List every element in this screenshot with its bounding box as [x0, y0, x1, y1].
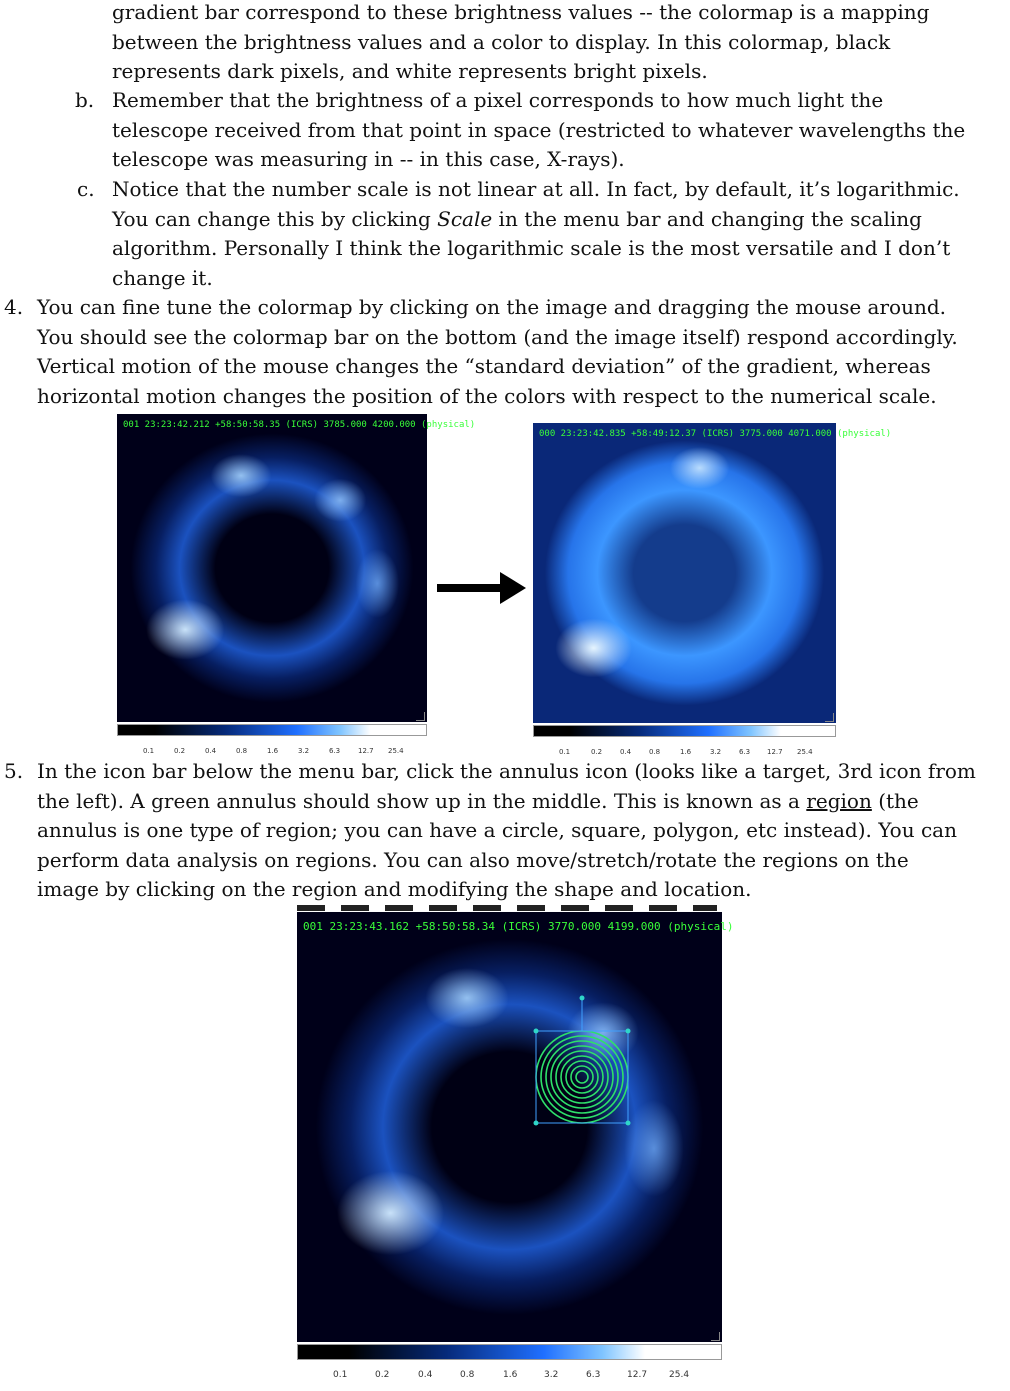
tick-label: 3.2: [298, 747, 310, 755]
text-line: telescope received from that point in space (restricted to whatever wavelengths the: [112, 117, 966, 142]
tick-label: 0.4: [418, 1370, 433, 1380]
supernova-image: [117, 414, 476, 722]
tick-label: 6.3: [586, 1370, 601, 1380]
text-line: annulus is one type of region; you can have a circle, square, polygon, etc instead). You can: [37, 818, 957, 842]
text-line: algorithm. Personally I think the logarithmic scale is the most versatile and I don’t: [112, 236, 951, 260]
supernova-image: [533, 423, 892, 723]
text-line: image by clicking on the region and modifying the shape and location.: [37, 877, 752, 901]
tick-label: 0.8: [649, 748, 661, 756]
text-line: In the icon bar below the menu bar, click the annulus icon (looks like a target, 3rd icon from: [37, 759, 976, 783]
tick-label: 0.8: [236, 747, 248, 755]
tick-label: 25.4: [669, 1370, 690, 1380]
tick-label: 1.6: [680, 748, 692, 756]
right-arrow-icon: [500, 572, 526, 604]
tick-label: 0.2: [375, 1370, 390, 1380]
colormap-bar: [117, 724, 427, 736]
tick-label: 25.4: [388, 747, 404, 755]
resize-grip-icon: [825, 713, 834, 722]
text-line: represents dark pixels, and white represents bright pixels.: [112, 59, 708, 83]
text-run: (the: [871, 788, 919, 813]
tick-label: 25.4: [797, 748, 813, 756]
annulus-region[interactable]: [297, 912, 734, 1342]
text-line: gradient bar correspond to these brightness values -- the colormap is a mapping: [112, 0, 930, 24]
colorbar-ticks: [117, 737, 427, 755]
list-marker-5: 5.: [4, 759, 24, 783]
text-line: change it.: [112, 265, 213, 290]
text-line: between the brightness values and a color to display. In this colormap, black: [112, 29, 891, 54]
tick-label: 0.4: [205, 747, 217, 755]
annulus-region-figure: [297, 912, 734, 1380]
tick-label: 1.6: [267, 747, 279, 755]
text-line: perform data analysis on regions. You can also move/stretch/rotate the regions on the: [37, 847, 909, 872]
tick-label: 3.2: [710, 748, 722, 756]
annulus-rings: [536, 1031, 628, 1123]
list-marker-c: c.: [77, 177, 95, 201]
tick-label: 12.7: [627, 1370, 648, 1380]
colormap-bar: [533, 725, 836, 737]
text-line: Vertical motion of the mouse changes the “standard deviation” of the gradient, whereas: [37, 354, 931, 378]
sub-item-b: [112, 86, 965, 175]
tick-label: 6.3: [329, 747, 341, 755]
scale-menu-reference: Scale: [437, 206, 493, 231]
tick-label: 0.1: [333, 1370, 348, 1380]
colormap-after-figure: [533, 423, 892, 756]
text-line: Remember that the brightness of a pixel corresponds to how much light the: [112, 88, 884, 112]
text-run: in the menu bar and changing the scaling: [492, 206, 922, 231]
text-run: You can change this by clicking: [112, 206, 438, 231]
colorbar-ticks: [533, 738, 836, 756]
text-line: Notice that the number scale is not linear at all. In fact, by default, it’s logarithmic.: [112, 177, 960, 201]
tick-label: 3.2: [544, 1370, 559, 1380]
text-line: You should see the colormap bar on the bottom (and the image itself) respond accordingly.: [37, 324, 958, 349]
colormap-bar: [297, 1344, 722, 1360]
sub-item-c: [112, 175, 960, 293]
tick-label: 0.1: [143, 747, 155, 755]
region-term: region: [806, 788, 872, 813]
coordinate-readout: 000 23:23:42.835 +58:49:12.37 (ICRS) 3775.000 4071.000 (physical): [539, 429, 892, 439]
coordinate-readout: 001 23:23:42.212 +58:50:58.35 (ICRS) 3785.000 4200.000 (physical): [123, 420, 476, 430]
tick-label: 0.8: [460, 1370, 475, 1380]
text-line: [37, 787, 976, 817]
continuation-paragraph: [112, 0, 929, 87]
text-line: You can fine tune the colormap by clicking on the image and dragging the mouse around.: [37, 295, 946, 319]
resize-grip-icon: [711, 1332, 720, 1341]
text-line: horizontal motion changes the position of the colors with respect to the numerical scale.: [37, 383, 937, 408]
tick-label: 0.1: [559, 748, 571, 756]
list-marker-b: b.: [75, 88, 95, 112]
tick-label: 12.7: [767, 748, 783, 756]
arrow-shaft: [437, 584, 501, 592]
text-run: the left). A green annulus should show up in the middle. This is known as a: [37, 788, 807, 813]
tick-label: 0.2: [174, 747, 186, 755]
tick-label: 0.2: [591, 748, 603, 756]
step-4-paragraph: [37, 293, 958, 411]
tick-label: 6.3: [739, 748, 751, 756]
resize-grip-icon: [416, 712, 425, 721]
tick-label: 1.6: [503, 1370, 518, 1380]
coordinate-readout: 001 23:23:43.162 +58:50:58.34 (ICRS) 3770.000 4199.000 (physical): [303, 920, 734, 933]
tick-label: 12.7: [358, 747, 374, 755]
colormap-before-figure: [117, 414, 476, 755]
text-line: telescope was measuring in -- in this case, X-rays).: [112, 147, 625, 171]
step-5-paragraph: [37, 757, 976, 905]
list-marker-4: 4.: [4, 295, 24, 319]
tick-label: 0.4: [620, 748, 632, 756]
colorbar-ticks: [297, 1361, 722, 1380]
text-line: [112, 205, 960, 235]
cropped-toolbar-edge: [297, 905, 717, 911]
